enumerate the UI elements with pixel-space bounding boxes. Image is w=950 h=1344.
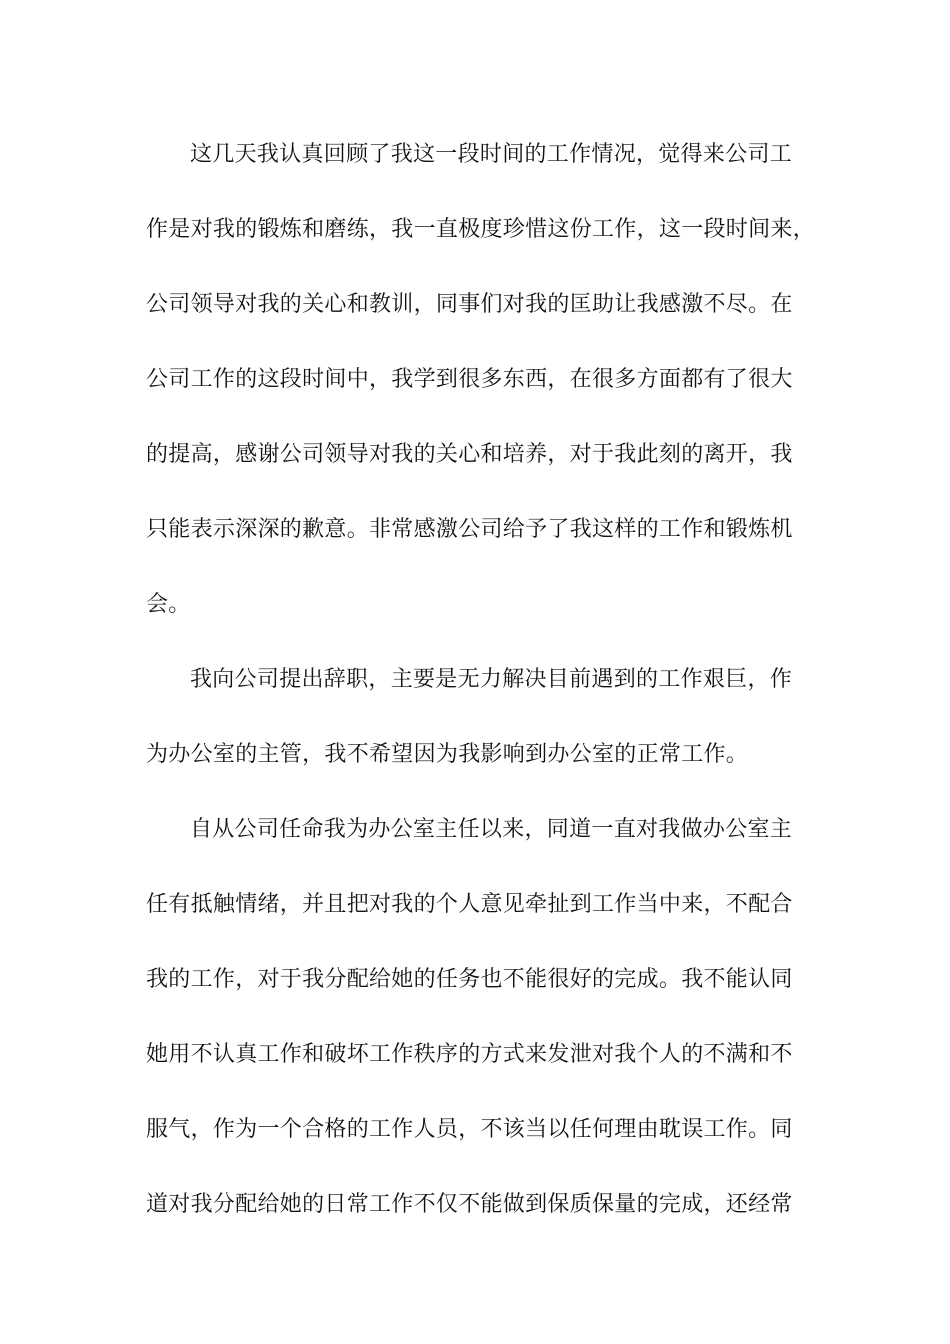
paragraph-1-line-5: 的提高，感谢公司领导对我的关心和培养，对于我此刻的离开，我	[146, 442, 793, 467]
paragraph-1-line-1: 这几天我认真回顾了我这一段时间的工作情况，觉得来公司工	[190, 142, 793, 167]
paragraph-2-line-2: 为办公室的主管，我不希望因为我影响到办公室的正常工作。	[146, 742, 749, 767]
paragraph-1-line-7: 会。	[146, 592, 191, 617]
paragraph-3-line-6: 道对我分配给她的日常工作不仅不能做到保质保量的完成，还经常	[146, 1192, 793, 1217]
paragraph-3-line-1: 自从公司任命我为办公室主任以来，同道一直对我做办公室主	[190, 817, 793, 842]
paragraph-1-line-4: 公司工作的这段时间中，我学到很多东西，在很多方面都有了很大	[146, 367, 793, 392]
paragraph-3-line-2: 任有抵触情绪，并且把对我的个人意见牵扯到工作当中来，不配合	[146, 892, 793, 917]
paragraph-1-line-3: 公司领导对我的关心和教训，同事们对我的匡助让我感激不尽。在	[146, 292, 793, 317]
paragraph-3-line-5: 服气，作为一个合格的工作人员，不该当以任何理由耽误工作。同	[146, 1117, 793, 1142]
paragraph-2-line-1: 我向公司提出辞职，主要是无力解决目前遇到的工作艰巨，作	[190, 667, 793, 692]
paragraph-1-line-2: 作是对我的锻炼和磨练，我一直极度珍惜这份工作，这一段时间来，	[146, 217, 816, 242]
paragraph-1-line-6: 只能表示深深的歉意。非常感激公司给予了我这样的工作和锻炼机	[146, 517, 793, 542]
paragraph-3-line-4: 她用不认真工作和破坏工作秩序的方式来发泄对我个人的不满和不	[146, 1042, 793, 1067]
paragraph-3-line-3: 我的工作，对于我分配给她的任务也不能很好的完成。我不能认同	[146, 967, 793, 992]
document-body	[146, 132, 821, 1257]
